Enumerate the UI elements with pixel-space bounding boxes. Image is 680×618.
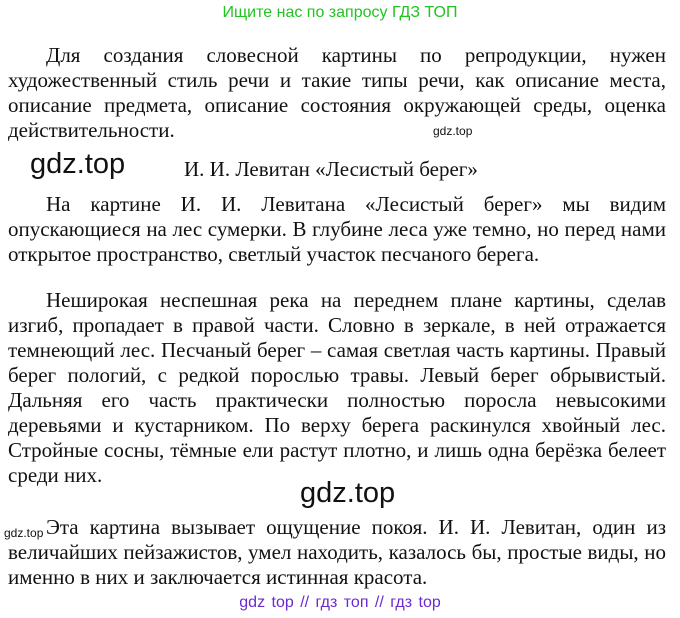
paragraph-2: Неширокая неспешная река на переднем плане картины, сделав изгиб, пропадает в правой части. Словно в зеркале, в ней отражается темнеющий лес. Песчаный берег – самая светлая часть картины. Правый берег пологий, с редкой порослью травы. Левый берег обрывистый. Дальняя его часть практически полностью поросла невысокими деревьями и кустарником. По верху берега раскинулся хвойный лес. Стройные сосны, тёмные ели растут плотно, и лишь одна берёзка белеет среди них. — [8, 288, 666, 487]
watermark-small-top: gdz.top — [433, 124, 473, 138]
paragraph-1: На картине И. И. Левитана «Лесистый берег» мы видим опускающиеся на лес сумерки. В глубине леса уже темно, но перед нами открытое пространство, светлый участок песчаного берега. — [8, 192, 666, 266]
intro-paragraph: Для создания словесной картины по репродукции, нужен художественный стиль речи и такие типы речи, как описание места, описание предмета, описание состояния окружающей среды, оценка действительности. — [8, 43, 666, 142]
footer-banner: gdz top // гдз топ // гдз top — [239, 594, 441, 611]
watermark-small-left: gdz.top — [4, 526, 44, 540]
watermark-large-center: gdz.top — [300, 477, 396, 509]
header-banner: Ищите нас по запросу ГДЗ ТОП — [222, 4, 458, 21]
paragraph-3: Эта картина вызывает ощущение покоя. И. И. Левитан, один из величайших пейзажистов, умел находить, казалось бы, простые виды, но именно в них и заключается истинная красота. — [8, 515, 666, 589]
page-title: И. И. Левитан «Лесистый берег» — [184, 157, 478, 181]
watermark-large-left: gdz.top — [30, 148, 126, 180]
